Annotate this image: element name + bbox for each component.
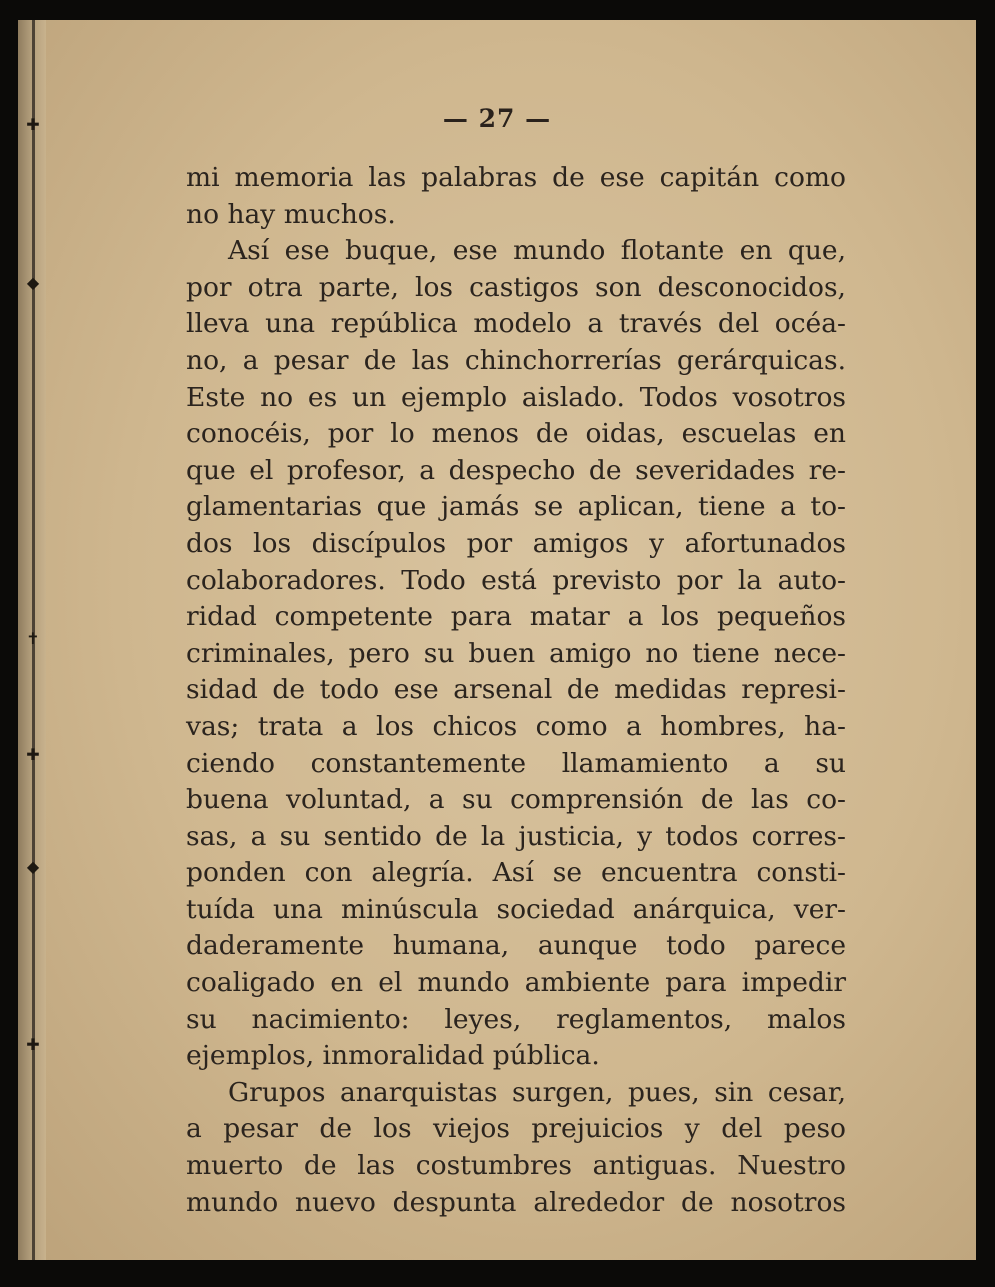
- text-line: conocéis, por lo menos de oidas, escuelas en: [186, 418, 846, 450]
- binding-stitch-icon: ◆: [26, 273, 40, 292]
- page-binding: [18, 20, 46, 1260]
- text-line: coaligado en el mundo ambiente para impedir: [186, 967, 846, 999]
- text-line: su nacimiento: leyes, reglamentos, malos: [186, 1003, 846, 1035]
- body-text: [186, 160, 846, 1221]
- text-line: daderamente humana, aunque todo parece: [186, 930, 846, 962]
- text-line: por otra parte, los castigos son desconocidos,: [186, 271, 846, 303]
- binding-stitch-icon: ✝: [26, 629, 40, 648]
- text-line: tuída una minúscula sociedad anárquica, ver-: [186, 893, 846, 925]
- text-line: mi memoria las palabras de ese capitán como: [186, 162, 846, 193]
- text-line: sas, a su sentido de la justicia, y todos corres-: [186, 820, 846, 852]
- binding-stitch-icon: ✚: [26, 115, 40, 134]
- text-line: a pesar de los viejos prejuicios y del peso: [186, 1113, 846, 1145]
- text-line: no hay muchos.: [186, 198, 396, 230]
- text-line: sidad de todo ese arsenal de medidas represi-: [186, 674, 846, 706]
- text-line: no, a pesar de las chinchorrerías gerárquicas.: [186, 344, 846, 376]
- text-line: dos los discípulos por amigos y afortunados: [186, 527, 846, 559]
- binding-stitch-icon: ✚: [26, 745, 40, 764]
- text-line: muerto de las costumbres antiguas. Nuestro: [186, 1150, 846, 1182]
- text-line: Grupos anarquistas surgen, pues, sin cesar,: [228, 1076, 846, 1108]
- binding-stitch-icon: ✚: [26, 1035, 40, 1054]
- text-line: mundo nuevo despunta alrededor de nosotros: [186, 1186, 846, 1218]
- text-line: Este no es un ejemplo aislado. Todos vosotros: [186, 381, 846, 413]
- text-line: ejemplos, inmoralidad pública.: [186, 1040, 600, 1072]
- text-line: buena voluntad, a su comprensión de las co-: [186, 784, 846, 816]
- text-line: glamentarias que jamás se aplican, tiene a to-: [186, 491, 846, 523]
- text-line: Así ese buque, ese mundo flotante en que,: [228, 235, 846, 267]
- text-line: ponden con alegría. Así se encuentra consti-: [186, 857, 846, 889]
- text-line: criminales, pero su buen amigo no tiene nece-: [186, 637, 846, 669]
- text-line: colaboradores. Todo está previsto por la auto-: [186, 564, 846, 596]
- binding-stitch-icon: ◆: [26, 857, 40, 876]
- text-line: ridad competente para matar a los pequeños: [186, 601, 846, 633]
- text-line: lleva una república modelo a través del océa-: [186, 308, 846, 340]
- book-page: [18, 20, 976, 1260]
- text-line: que el profesor, a despecho de severidades re-: [186, 454, 846, 486]
- text-line: vas; trata a los chicos como a hombres, ha-: [186, 710, 846, 742]
- page-number: — 27 —: [442, 104, 552, 133]
- text-line: ciendo constantemente llamamiento a su: [186, 747, 846, 779]
